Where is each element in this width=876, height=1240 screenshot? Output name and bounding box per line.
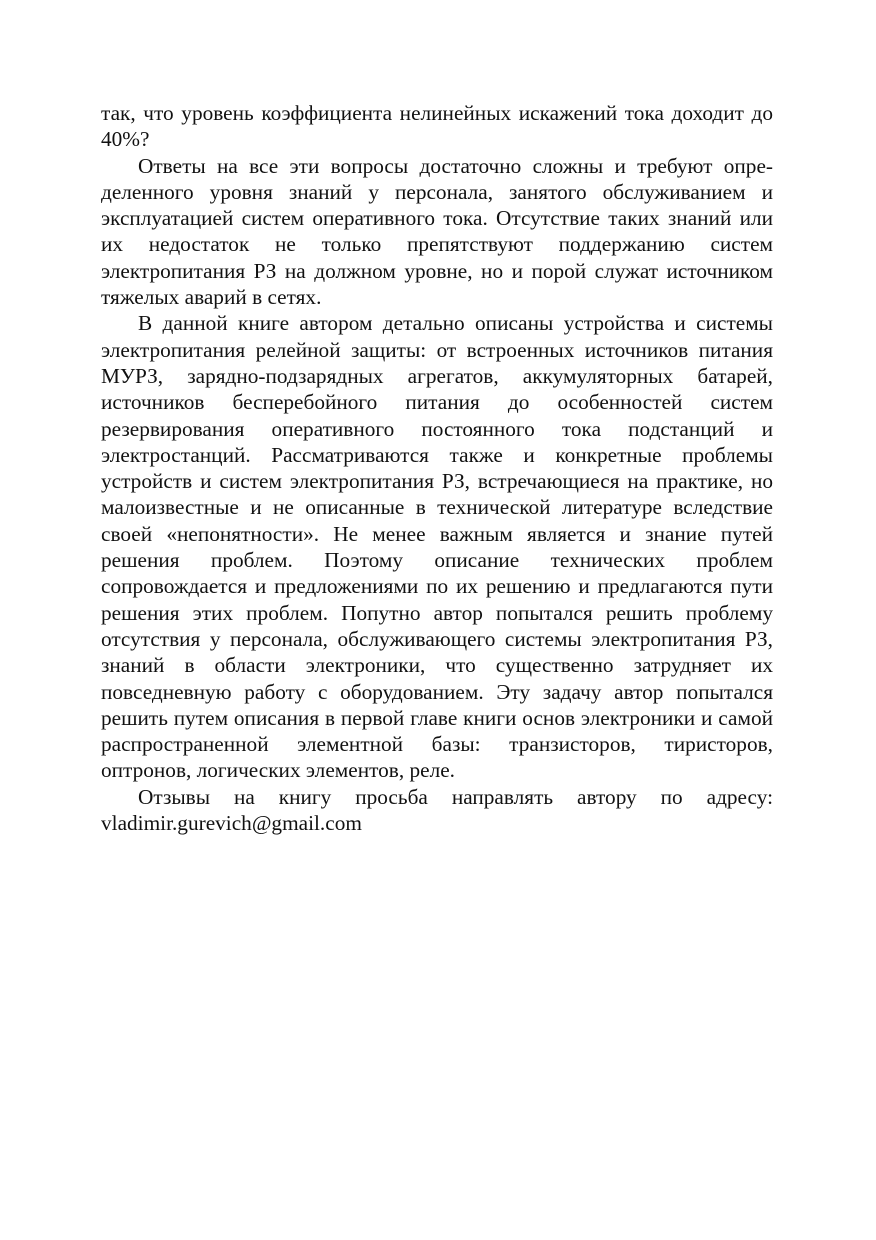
paragraph-continuation: так, что уровень коэффициента нелинейных искажений тока доходит до 40%? [101, 101, 773, 152]
paragraph-book-contents: В данной книге автором детально описаны устройства и системы электропитания релейной защиты: от встроенных источников питания МУРЗ, зарядно-подзарядных агрегатов, аккумуляторных батарей, источников бесперебойного питания до особенностей систем резервирования оперативного постоянного тока подстанций и электростанций. Рассматриваются также и конкретные проблемы устройств и систем электропитания РЗ, встречающиеся на практике, но малоизвестные и не описанные в технической литературе вследствие своей «непонятности». Не менее важным является и знание путей решения проблем. Поэтому описание технических проблем сопровождается и предложениями по их решению и предлагаются пути решения этих проблем. Попутно автор попытался решить проблему отсутствия у персонала, обслуживающего системы электропитания РЗ, знаний в области электроники, что существенно затрудняет их повседневную работу с оборудованием. Эту задачу автор попытался решить путем описания в первой главе книги основ электроники и самой распространенной элементной базы: транзисторов, тиристоров, оптронов, логических элементов, реле. [101, 311, 773, 783]
paragraph-feedback-contact: Отзывы на книгу просьба направлять автору по адресу: vladimir.gurevich@gmail.com [101, 784, 773, 836]
body-text [101, 100, 773, 836]
paragraph-questions-answers: Ответы на все эти вопросы достаточно сложны и требуют определенного уровня знаний у персонала, занятого обслуживанием и эксплуатацией систем оперативного тока. Отсутствие таких знаний или их недостаток не только препятствуют поддержанию систем электропитания РЗ на должном уровне, но и порой служат источником тяжелых аварий в сетях. [101, 153, 773, 310]
